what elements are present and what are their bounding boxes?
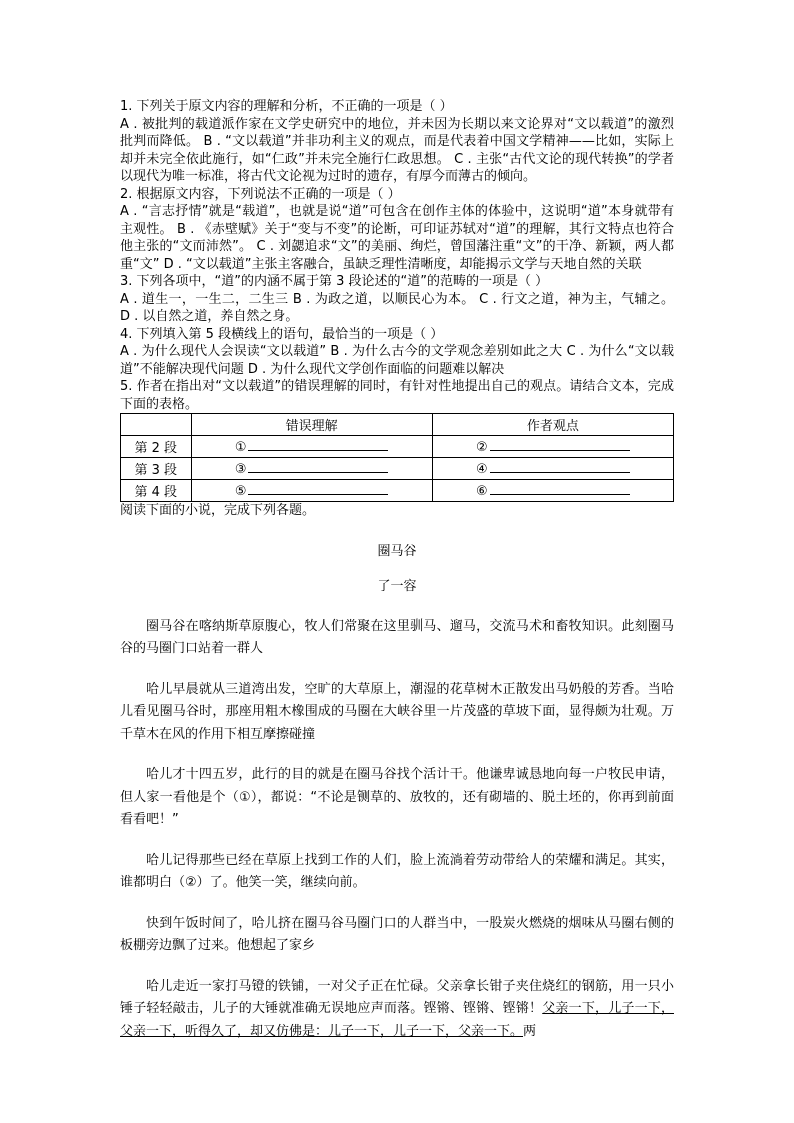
blank-number: ①: [234, 440, 247, 455]
question-2-options: A . “言志抒情”就是“载道”，也就是说“道”可包含在创作主体的体验中，这说明“道”本身就带有主观性。 B . 《赤壁赋》关于“变与不变”的论断，可印证苏轼对“道”的理解，其行文特点也符合他主张的“文而沛然”。 C . 刘勰追求“文”的美丽、绚烂，曾国藩注重“文”的干净、新颖，两人都重“文” D . “文以载道”主张主客融合，虽缺乏理性清晰度，却能揭示文学与天地自然的关联: [120, 204, 674, 272]
table-row: [121, 436, 674, 458]
table-header-misunderstanding: 错误理解: [191, 414, 432, 436]
answer-blank-5[interactable]: [191, 480, 432, 502]
answer-table: [120, 413, 674, 502]
story-paragraph-5: 快到午饭时间了，哈儿挤在圈马谷马圈门口的人群当中，一股炭火燃烧的烟味从马圈右侧的板棚旁边飘了过来。他想起了家乡: [120, 915, 674, 953]
question-3-options: A . 道生一，一生二，二生三 B . 为政之道，以顺民心为本。 C . 行文之道，神为主，气辅之。 D . 以自然之道，养自然之身。: [120, 291, 674, 324]
underlined-sentence: 父亲一下，儿子一下，父亲一下，听得久了，却又仿佛是：儿子一下，儿子一下，父亲一下。: [120, 1001, 674, 1039]
paragraph-text: 哈儿走近一家打马镫的铁铺，一对父子正在忙碌。父亲拿长钳子夹住烧红的钢筋，用一只小锤子轻轻敲击，儿子的大锤就准确无误地应声而落。铿锵、铿锵、铿锵！: [120, 978, 674, 1016]
story-paragraph-1: 圈马谷在喀纳斯草原腹心，牧人们常聚在这里驯马、遛马，交流马术和畜牧知识。此刻圈马谷的马圈门口站着一群人: [120, 618, 674, 656]
question-1: 1. 下列关于原文内容的理解和分析，不正确的一项是（ ）: [120, 99, 453, 114]
answer-blank-2[interactable]: [432, 436, 673, 458]
table-header-row: [121, 414, 674, 436]
blank-number: ⑥: [476, 484, 488, 499]
table-row: [121, 480, 674, 502]
blank-number: ②: [476, 440, 488, 455]
row-label: 第 4 段: [121, 480, 192, 502]
answer-blank-1[interactable]: [191, 436, 432, 458]
story-paragraph-3: 哈儿才十四五岁，此行的目的就是在圈马谷找个活计干。他谦卑诚恳地向每一户牧民申请，但人家一看他是个（①），都说：“不论是铡草的、放牧的，还有砌墙的、脱土坯的，你再到前面看看吧！”: [120, 767, 674, 827]
answer-blank-6[interactable]: [432, 480, 673, 502]
story-author: 了一容: [377, 578, 417, 594]
document-page: [120, 98, 674, 1043]
question-5: 5. 作者在指出对“文以载道”的错误理解的同时，有针对性地提出自己的观点。请结合文本，完成下面的表格。: [120, 379, 674, 412]
blank-number: ④: [476, 462, 488, 477]
answer-blank-4[interactable]: [432, 458, 673, 480]
story-paragraph-6: [120, 976, 674, 1044]
reading-intro: 阅读下面的小说，完成下列各题。: [120, 503, 316, 518]
table-header-author-view: 作者观点: [432, 414, 673, 436]
question-3: 3. 下列各项中，“道”的内涵不属于第 3 段论述的“道”的范畴的一项是（ ）: [120, 274, 549, 289]
blank-number: ③: [234, 462, 247, 477]
row-label: 第 2 段: [121, 436, 192, 458]
paragraph-tail: 两: [523, 1023, 537, 1039]
questions-section: [120, 98, 674, 413]
story-title: 圈马谷: [377, 543, 417, 559]
question-2: 2. 根据原文内容，下列说法不正确的一项是（ ）: [120, 186, 401, 202]
row-label: 第 3 段: [121, 458, 192, 480]
story-section: [120, 540, 674, 1044]
answer-blank-3[interactable]: [191, 458, 432, 480]
question-4-options: A . 为什么现代人会误读“文以载道” B . 为什么古今的文学观念差别如此之大 C . 为什么“文以载道”不能解决现代问题 D . 为什么现代文学创作面临的问题难以解决: [120, 344, 674, 377]
table-header-blank: [121, 414, 192, 436]
question-1-options: A . 被批判的载道派作家在文学史研究中的地位，并未因为长期以来文论界对“文以载道”的激烈批判而降低。 B . “文以载道”并非功利主义的观点，而是代表着中国文学精神——比如，实际上却并未完全依此施行，如“仁政”并未完全施行仁政思想。 C . 主张“古代文论的现代转换”的学者以现代为唯一标准，将古代文论视为过时的遗存，有厚今而薄古的倾向。: [120, 116, 674, 184]
blank-number: ⑤: [234, 484, 247, 499]
story-paragraph-2: 哈儿早晨就从三道湾出发，空旷的大草原上，潮湿的花草树木正散发出马奶般的芳香。当哈儿看见圈马谷时，那座用粗木橡围成的马圈在大峡谷里一片茂盛的草坡下面，显得颇为壮观。万千草木在风的作用下相互摩擦碰撞: [120, 681, 674, 742]
story-paragraph-4: 哈儿记得那些已经在草原上找到工作的人们，脸上流淌着劳动带给人的荣耀和满足。其实，谁都明白（②）了。他笑一笑，继续向前。: [120, 852, 674, 890]
question-4: 4. 下列填入第 5 段横线上的语句，最恰当的一项是（ ）: [120, 326, 444, 342]
table-row: [121, 458, 674, 480]
